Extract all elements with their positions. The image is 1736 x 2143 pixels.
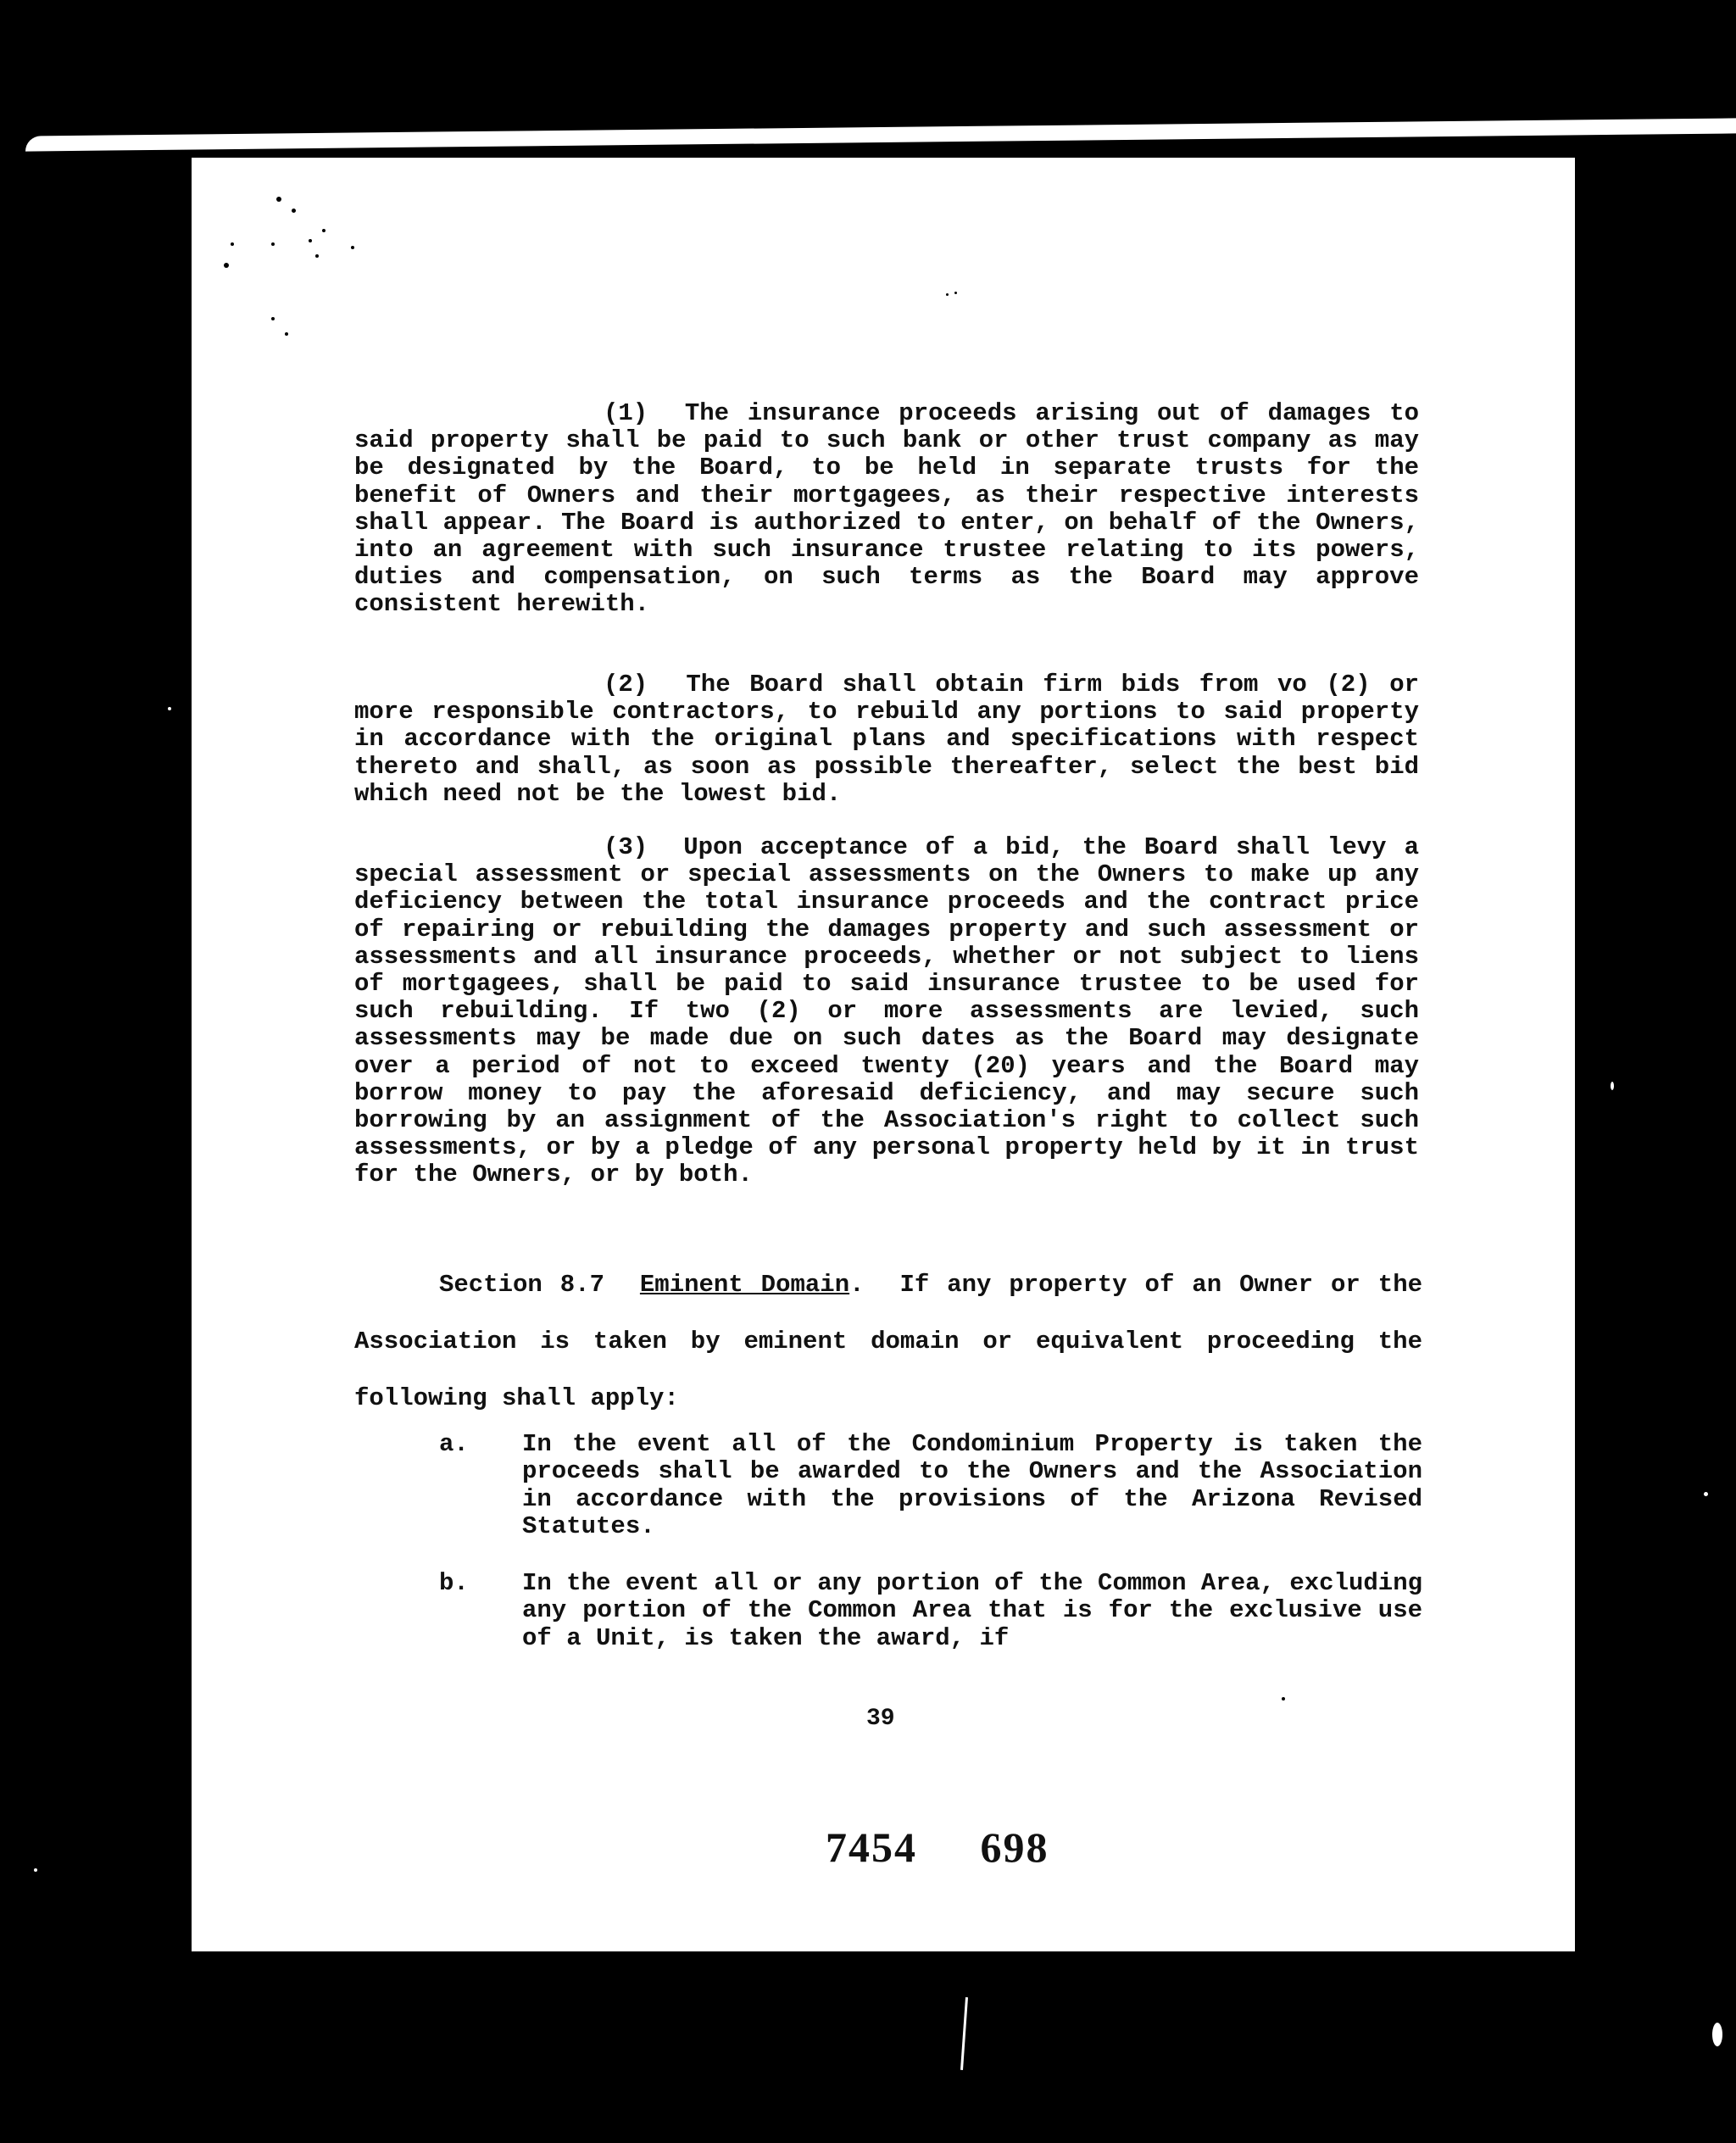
scan-speck (1712, 2023, 1722, 2046)
paragraph-3-text: Upon acceptance of a bid, the Board shall levy a special assessment or special assessments on the Owners to make up any deficiency between the total insurance proceeds and the contract price of repairing or rebuilding the damages property and such assessment or assessments and all insurance proceeds, whether or not subject to liens of mortgagees, shall be paid to said insurance trustee to be used for such rebuilding. If two (2) or more assessments are levied, such assessments may be made due on such dates as the Board may designate over a period of not to exceed twenty (20) years and the Board may borrow money to pay the aforesaid deficiency, and may secure such borrowing by an assignment of the Association's right to collect such assessments, or by a pledge of any personal property held by it in trust for the Owners, or by both. (354, 833, 1419, 1189)
scan-speck (271, 317, 275, 320)
paragraph-1-text: The insurance proceeds arising out of damages to said property shall be paid to such bank or other trust company as may be designated by the Board, to be held in separate trusts for the benefit of Owners and their mortgagees, as their respective interests shall appear. The Board is authorized to enter, on behalf of the Owners, into an agreement with such insurance trustee relating to its powers, duties and compensation, on such terms as the Board may approve consistent herewith. (354, 399, 1419, 619)
paragraph-3-label: (3) (604, 833, 648, 861)
list-item-marker: a. (439, 1430, 469, 1458)
list-item (439, 1431, 1422, 1541)
scan-speck (315, 254, 319, 258)
list-item (439, 1570, 1422, 1652)
scan-speck (276, 197, 281, 202)
scan-speck (224, 263, 229, 268)
paragraph-3 (354, 834, 1419, 1189)
section-heading: Eminent Domain (639, 1271, 850, 1299)
scan-mark (960, 1997, 968, 2070)
paragraph-1-label: (1) (604, 399, 648, 427)
scan-speck (271, 242, 275, 246)
paragraph-2 (354, 671, 1419, 808)
list-item-marker: b. (439, 1569, 469, 1597)
scan-speck (285, 332, 288, 336)
section-8-7: Section 8.7 Eminent Domain. If any property of an Owner or the Association is taken by eminent domain or equivalent proceeding the following shall apply: (354, 1271, 1423, 1412)
list-item-text: In the event all or any portion of the Common Area, excluding any portion of the Common Area that is for the exclusive use of a Unit, is taken the award, if (522, 1569, 1422, 1652)
scan-speck (34, 1868, 37, 1872)
paragraph-2-label: (2) (604, 671, 648, 699)
scan-speck (168, 707, 171, 710)
scan-speck (309, 239, 312, 242)
scan-speck (954, 292, 957, 294)
scan-speck (322, 229, 326, 232)
scan-speck (946, 293, 949, 296)
section-number: Section 8.7 (439, 1271, 604, 1299)
scan-speck (1611, 1082, 1614, 1090)
scan-speck (351, 246, 354, 249)
scan-speck (231, 242, 234, 246)
paragraph-2-text: The Board shall obtain firm bids from vo (2) or more responsible contractors, to rebuild any portions to said property in accordance with the original plans and specifications with respect thereto and shall, as soon as possible thereafter, select the best bid which need not be the lowest bid. (354, 671, 1420, 808)
document-stamp-number: 7454 698 (826, 1823, 1049, 1871)
list-item-text: In the event all of the Condominium Property is taken the proceeds shall be awarded to the Owners and the Association in accordance with the provisions of the Arizona Revised Statutes. (522, 1430, 1422, 1541)
page-number: 39 (866, 1706, 895, 1732)
section-text: If any property of an Owner or the Association is taken by eminent domain or equivalent proceeding the following shall apply: (354, 1271, 1423, 1412)
scan-edge-streak (25, 118, 1736, 151)
paragraph-1 (354, 400, 1419, 619)
scan-speck (1282, 1697, 1285, 1700)
scan-speck (292, 209, 296, 213)
scan-speck (1704, 1492, 1708, 1496)
